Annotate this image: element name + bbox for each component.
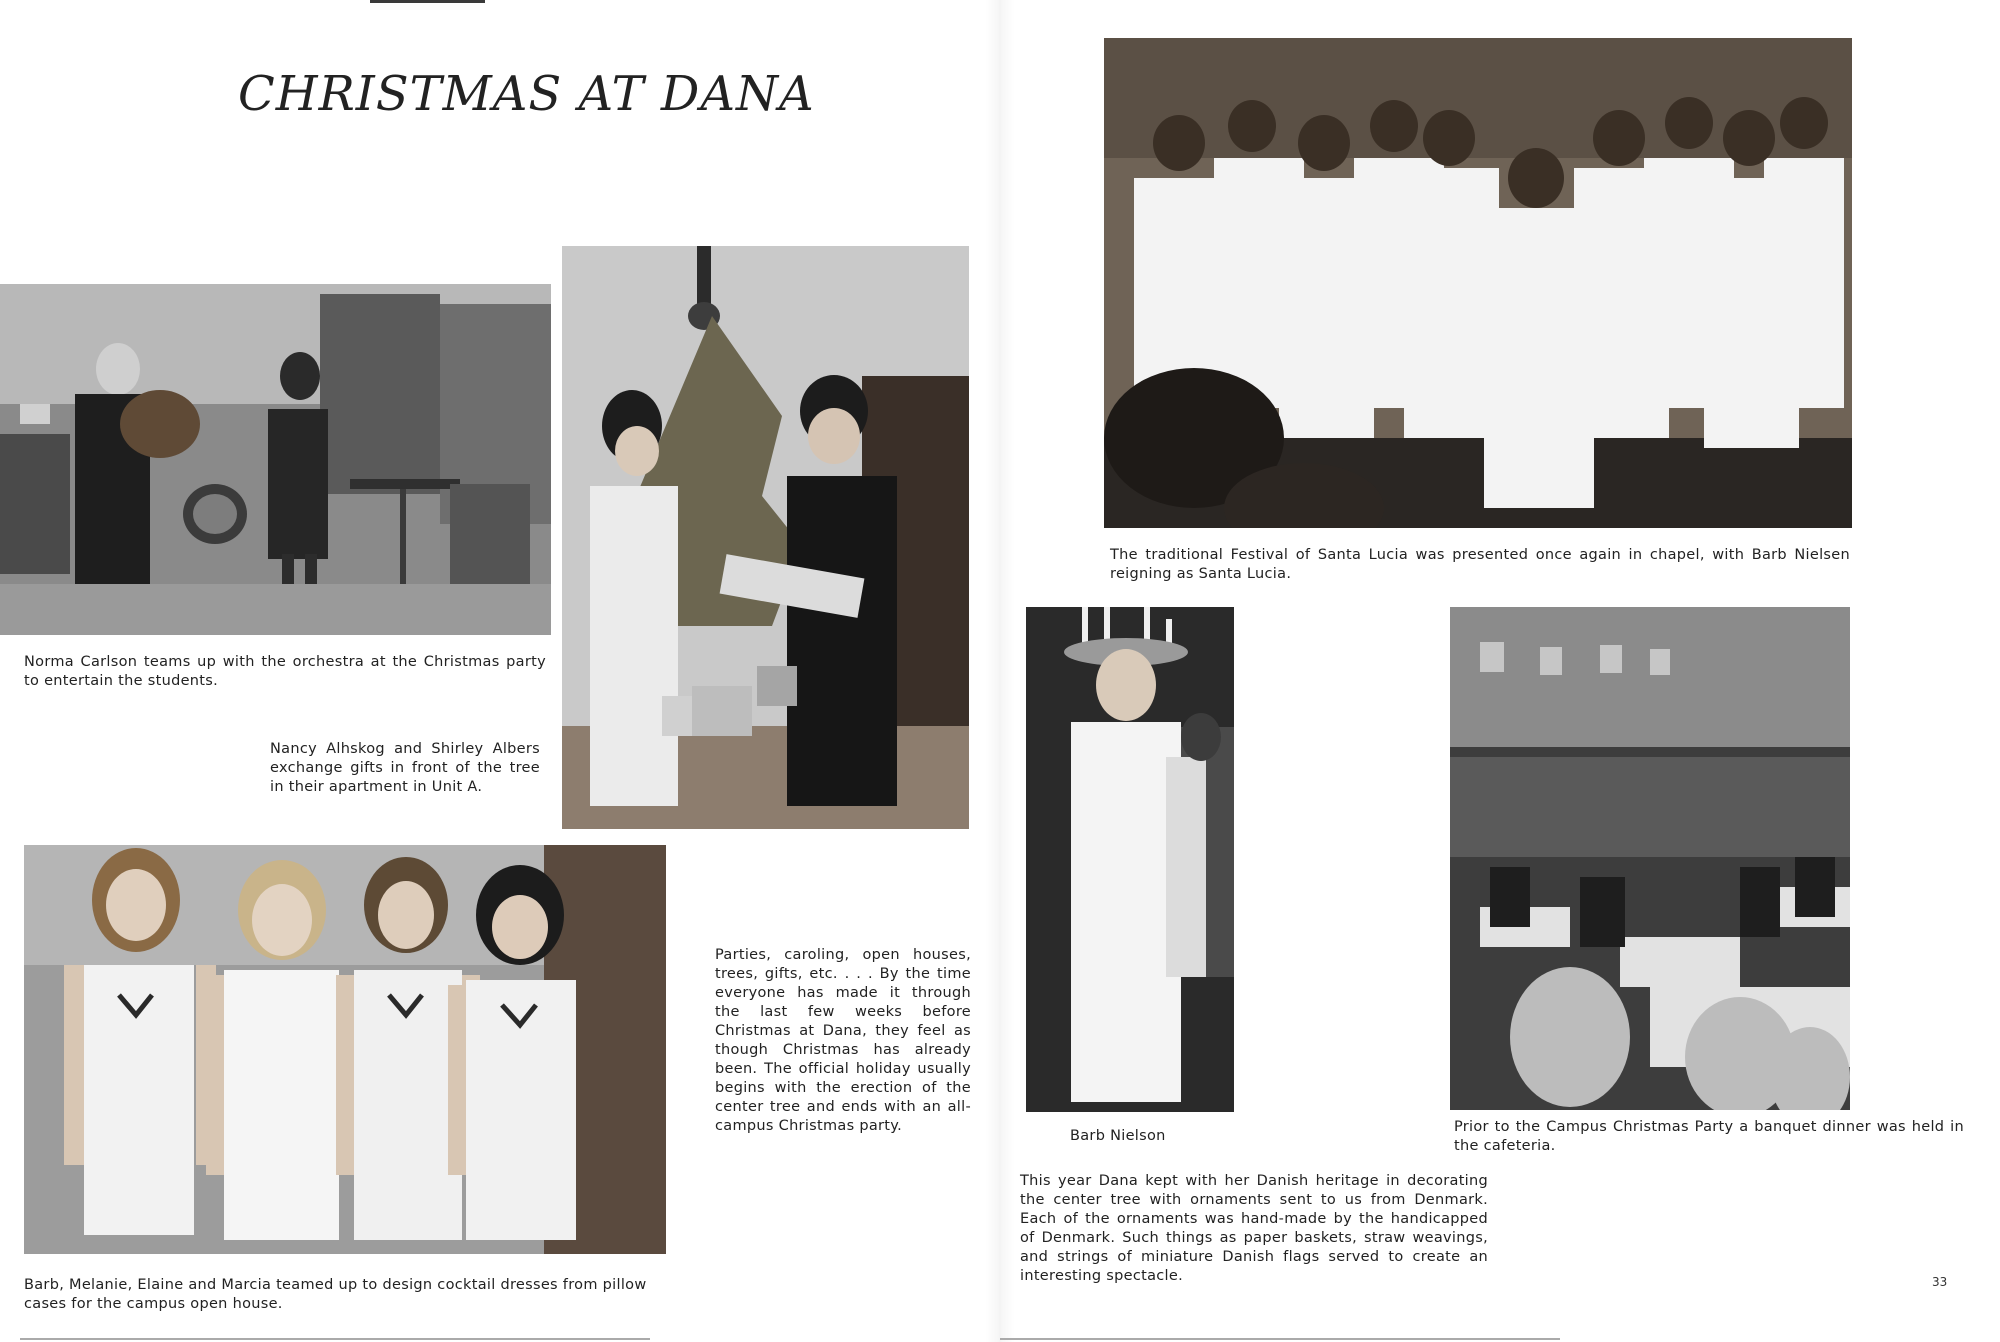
page-title: CHRISTMAS AT DANA (238, 66, 815, 122)
photo-portrait-icon (1026, 607, 1234, 1112)
page-number: 33 (1932, 1275, 1948, 1289)
santa-lucia-choir-photo (1104, 38, 1852, 528)
santa-lucia-caption: The traditional Festival of Santa Lucia was presented once again in chapel, with Barb Nielsen reigning as Santa Lucia. (1110, 547, 1850, 582)
gifts-caption: Nancy Alhskog and Shirley Albers exchange gifts in front of the tree in their apartment in Unit A. (270, 741, 540, 795)
cocktail-dresses-photo (24, 845, 666, 1254)
page-gutter (985, 0, 1015, 1342)
bottom-rule-right (1000, 1338, 1560, 1340)
photo-dining-icon (1450, 607, 1850, 1110)
intro-paragraph: Parties, caroling, open houses, trees, gifts, etc. . . . By the time everyone has made it through the last few weeks before Christmas at Dana, they feel as though Christmas has already been. The official holiday usually begins with the erection of the center tree and ends with an all-campus Christmas party. (715, 947, 971, 1134)
santa-lucia-portrait-photo (1026, 607, 1234, 1112)
photo-band-icon (0, 284, 551, 635)
banquet-photo (1450, 607, 1850, 1110)
banquet-caption: Prior to the Campus Christmas Party a banquet dinner was held in the cafeteria. (1454, 1119, 1964, 1154)
orchestra-photo (0, 284, 551, 635)
gift-exchange-photo (562, 246, 969, 829)
photo-group-icon (24, 845, 666, 1254)
heritage-paragraph: This year Dana kept with her Danish heritage in decorating the center tree with ornaments sent to us from Denmark. Each of the ornaments was hand-made by the handicapped of Denmark. Such things as paper baskets, straw weavings, and strings of miniature Danish flags served to create an interesting spectacle. (1020, 1173, 1488, 1284)
dresses-caption: Barb, Melanie, Elaine and Marcia teamed up to design cocktail dresses from pillow cases for the campus open house. (24, 1277, 647, 1312)
bottom-rule-left (20, 1338, 650, 1340)
top-edge-mark (370, 0, 485, 3)
orchestra-caption: Norma Carlson teams up with the orchestra at the Christmas party to entertain the students. (24, 654, 546, 689)
photo-tree-icon (562, 246, 969, 829)
barb-nielson-caption: Barb Nielson (1070, 1128, 1166, 1144)
photo-choir-icon (1104, 38, 1852, 528)
